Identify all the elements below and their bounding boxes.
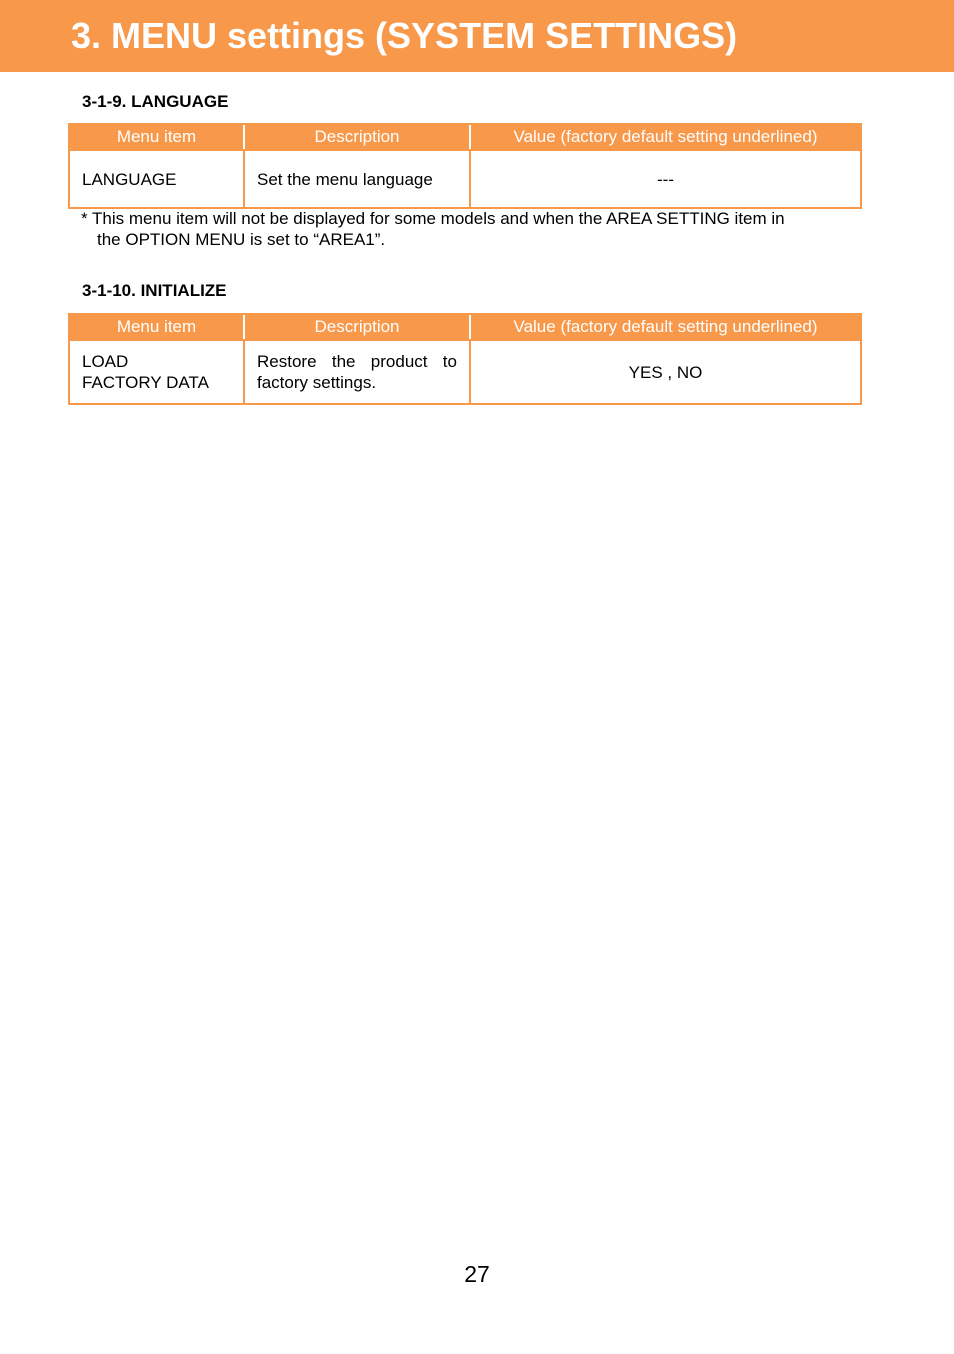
table-row [69,340,861,404]
description-cell: Restore the product to factory settings. [244,340,470,404]
value-cell: YES , NO [470,340,861,404]
initialize-settings-table [68,313,862,405]
footnote-line-2: the OPTION MENU is set to “AREA1”. [97,230,386,249]
menu-item-cell [69,340,244,404]
page-header-bar [0,0,954,72]
column-header-value: Value (factory default setting underlined) [470,124,861,150]
table-header-row [69,124,861,150]
value-cell: --- [470,150,861,208]
column-header-menu-item: Menu item [69,314,244,340]
column-header-description: Description [244,314,470,340]
table-row [69,150,861,208]
column-header-description: Description [244,124,470,150]
menu-item-line-1: LOAD [82,352,129,371]
language-settings-table [68,123,862,209]
section-heading-initialize: 3-1-10. INITIALIZE [82,281,227,300]
footnote-line-1: * This menu item will not be displayed for some models and when the AREA SETTING item in [81,209,785,228]
column-header-value: Value (factory default setting underlined) [470,314,861,340]
table-header-row [69,314,861,340]
menu-item-cell: LANGUAGE [69,150,244,208]
page-title: 3. MENU settings (SYSTEM SETTINGS) [71,15,738,56]
language-footnote [81,208,861,250]
section-heading-language: 3-1-9. LANGUAGE [82,92,229,111]
page-number: 27 [464,1261,490,1287]
column-header-menu-item: Menu item [69,124,244,150]
menu-item-line-2: FACTORY DATA [82,373,209,392]
description-cell: Set the menu language [244,150,470,208]
